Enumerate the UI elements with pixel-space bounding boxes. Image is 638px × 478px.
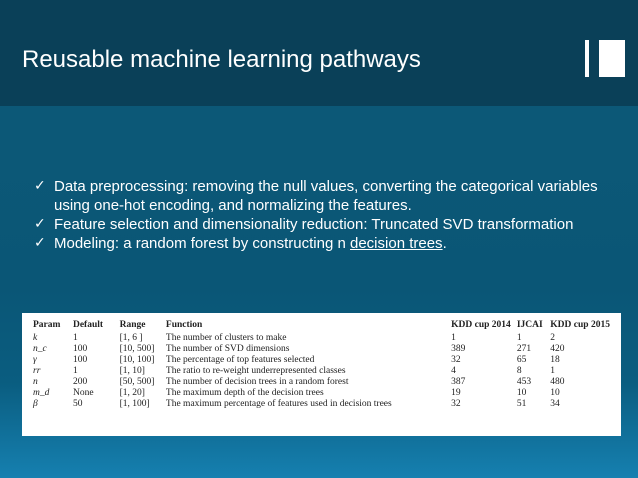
cell-param: k [33, 332, 38, 343]
decorative-bar-thin [585, 40, 589, 77]
cell-kdd-2015: 2 [550, 332, 556, 343]
cell-range: [10, 500] [119, 343, 155, 354]
cell-function: The maximum percentage of features used in decision trees [165, 398, 392, 409]
slide-title: Reusable machine learning pathways [22, 46, 421, 73]
cell-default: 1 [72, 365, 78, 376]
cell-range: [1, 20] [119, 387, 145, 398]
cell-kdd-2014: 1 [451, 332, 456, 343]
checkmark-icon: ✓ [34, 216, 46, 232]
checkmark-icon: ✓ [34, 235, 46, 251]
cell-range: [50, 500] [119, 376, 155, 387]
bullet-item [34, 215, 624, 234]
cell-kdd-2014: 32 [451, 354, 461, 365]
bullet-text: Data preprocessing: removing the null values, converting the categorical variables using one-hot encoding, and normalizing the features. [54, 178, 598, 214]
cell-kdd-2015: 420 [550, 343, 565, 354]
cell-param: β [33, 398, 38, 409]
table-row [30, 376, 613, 387]
cell-ijcai: 65 [516, 354, 527, 365]
cell-kdd-2014: 19 [451, 387, 461, 398]
cell-param: n_c [33, 343, 47, 354]
cell-function: The percentage of top features selected [165, 354, 315, 365]
cell-default: 50 [72, 398, 83, 409]
table-header-row [30, 318, 613, 332]
cell-default: 200 [72, 376, 88, 387]
header-function: Function [165, 320, 203, 330]
header-kdd-2014: KDD cup 2014 [451, 320, 511, 330]
bullet-text-end: . [442, 235, 447, 252]
bullet-item [34, 177, 624, 215]
cell-ijcai: 51 [516, 398, 527, 409]
cell-default: 100 [72, 343, 88, 354]
cell-ijcai: 271 [516, 343, 532, 354]
bullet-list [34, 177, 624, 253]
cell-range: [1, 6 ] [119, 332, 143, 343]
header-kdd-2015: KDD cup 2015 [550, 320, 610, 330]
cell-function: The number of SVD dimensions [165, 343, 290, 354]
cell-kdd-2015: 18 [550, 354, 560, 365]
cell-kdd-2015: 10 [550, 387, 560, 398]
cell-param: γ [33, 354, 37, 365]
cell-kdd-2015: 480 [550, 376, 565, 387]
table-row [30, 343, 613, 354]
decision-trees-link[interactable]: decision trees [350, 235, 443, 252]
cell-kdd-2014: 389 [451, 343, 466, 354]
cell-ijcai: 453 [516, 376, 532, 387]
cell-ijcai: 8 [516, 365, 522, 376]
bullet-text: Modeling: a random forest by constructing n [54, 235, 350, 252]
table-row [30, 398, 613, 409]
cell-range: [10, 100] [119, 354, 155, 365]
cell-range: [1, 10] [119, 365, 145, 376]
table-body [30, 332, 613, 409]
table-row [30, 365, 613, 376]
bullet-item [34, 234, 624, 253]
header-default: Default [72, 320, 104, 330]
cell-default: 100 [72, 354, 88, 365]
table-row [30, 354, 613, 365]
table-row [30, 332, 613, 343]
decorative-bar-thick [599, 40, 625, 77]
cell-function: The ratio to re-weight underrepresented classes [165, 365, 346, 376]
cell-kdd-2015: 1 [550, 365, 556, 376]
cell-function: The maximum depth of the decision trees [165, 387, 324, 398]
cell-function: The number of decision trees in a random forest [165, 376, 349, 387]
parameter-table-image [22, 313, 621, 436]
header-range: Range [119, 320, 146, 330]
checkmark-icon: ✓ [34, 178, 46, 194]
header-param: Param [33, 320, 61, 330]
header-ijcai: IJCAI [516, 320, 543, 330]
table-row [30, 387, 613, 398]
cell-kdd-2015: 34 [550, 398, 560, 409]
cell-kdd-2014: 32 [451, 398, 461, 409]
cell-kdd-2014: 4 [451, 365, 456, 376]
cell-default: 1 [72, 332, 78, 343]
cell-ijcai: 10 [516, 387, 527, 398]
cell-kdd-2014: 387 [451, 376, 466, 387]
cell-param: n [33, 376, 38, 387]
bullet-text: Feature selection and dimensionality reduction: Truncated SVD transformation [54, 216, 574, 233]
cell-default: None [72, 387, 94, 398]
cell-range: [1, 100] [119, 398, 150, 409]
cell-function: The number of clusters to make [165, 332, 287, 343]
parameter-table [30, 318, 613, 409]
cell-param: rr [33, 365, 41, 376]
cell-param: m_d [33, 387, 50, 398]
cell-ijcai: 1 [516, 332, 522, 343]
